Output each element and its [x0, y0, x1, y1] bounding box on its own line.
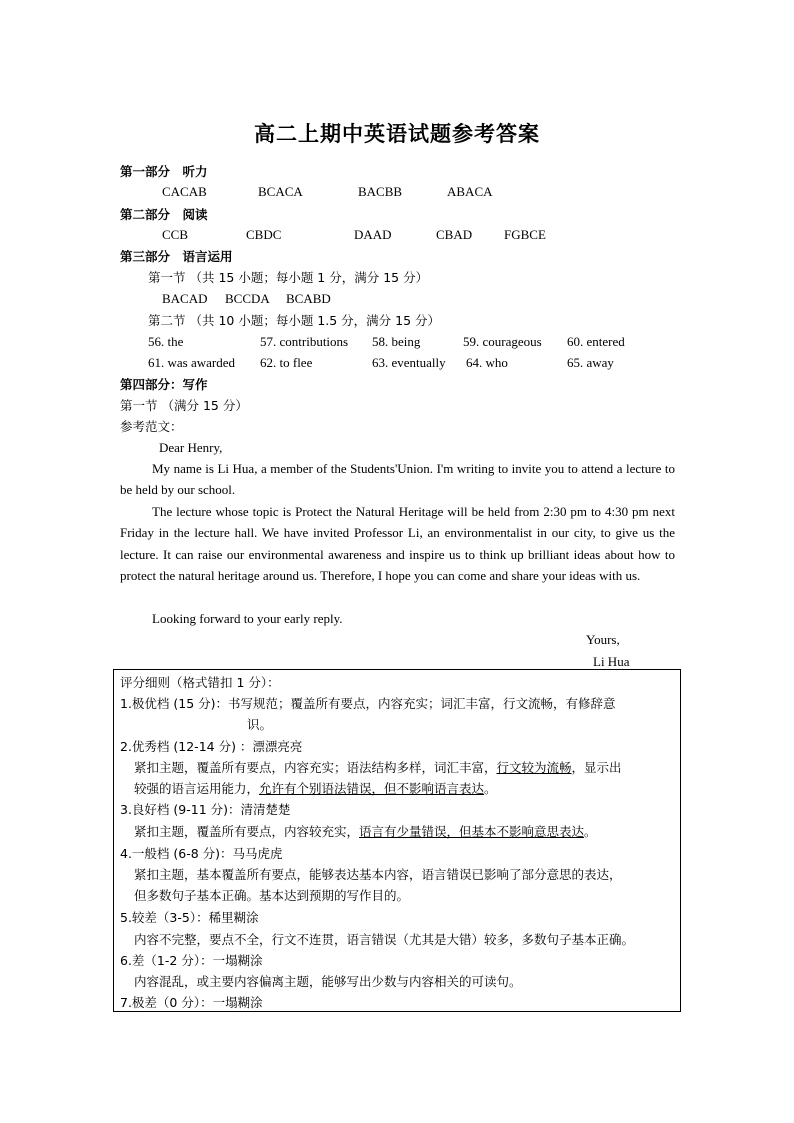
rubric-level-5: 5.较差（3-5）：稀里糊涂	[120, 910, 259, 925]
rubric-level-5-desc: 内容不完整，要点不全，行文不连贯，语言错误（尤其是大错）较多，多数句子基本正确。	[134, 932, 635, 947]
blank-61: 61. was awarded	[148, 355, 235, 370]
blank-65: 65. away	[567, 355, 614, 370]
part3-heading: 第三部分 语言运用	[120, 249, 233, 264]
part1-answer-4: ABACA	[447, 184, 493, 199]
letter-greeting: Dear Henry,	[159, 440, 223, 455]
part2-answer-5: FGBCE	[504, 227, 546, 242]
part2-heading: 第二部分 阅读	[120, 207, 208, 222]
rubric-level-4-desc-1: 紧扣主题，基本覆盖所有要点，能够表达基本内容，语言错误已影响了部分意思的表达，	[134, 867, 622, 882]
part2-answer-1: CCB	[162, 227, 189, 242]
rubric-level-2: 2.优秀档 (12-14 分) ：漂漂亮亮	[120, 739, 303, 754]
blank-59: 59. courageous	[463, 334, 542, 349]
rubric-level-1-cont: 识。	[247, 717, 273, 732]
sample-essay-label: 参考范文：	[120, 419, 183, 434]
blank-57: 57. contributions	[260, 334, 349, 349]
letter-closing: Yours,	[586, 632, 620, 647]
letter-paragraph-2	[120, 501, 675, 587]
letter-paragraph-1-text: My name is Li Hua, a member of the Students'Union. I'm writing to invite you to attend a lecture to be held by our school.	[120, 461, 675, 498]
blank-63: 63. eventually	[372, 355, 446, 370]
rubric-l2b-underlined: 允许有个别语法错误，但不影响语言表达	[259, 781, 485, 796]
rubric-l3a-text-2: 。	[584, 824, 597, 839]
letter-paragraph-1	[120, 458, 675, 501]
rubric-l2a-text-2: ，显示出	[571, 760, 622, 775]
rubric-level-4-desc-2: 但多数句子基本正确。基本达到预期的写作目的。	[134, 888, 410, 903]
part3-section1-label: 第一节 （共 15 小题；每小题 1 分，满分 15 分）	[148, 270, 429, 285]
page-title: 高二上期中英语试题参考答案	[254, 122, 540, 146]
rubric-level-1: 1.极优档 (15 分)：书写规范；覆盖所有要点，内容充实；词汇丰富，行文流畅，有修辞意	[120, 696, 616, 711]
part3-section2-label: 第二节 （共 10 小题；每小题 1.5 分，满分 15 分）	[148, 313, 441, 328]
part1-answer-1: CACAB	[162, 184, 207, 199]
letter-paragraph-2-text: The lecture whose topic is Protect the Natural Heritage will be held from 2:30 pm to 4:30 pm next Friday in the lecture hall. We have invited Professor Li, an environmentalist in our city, to give us the lecture. It can raise our environmental awareness and inspire us to think up brilliant ideas about how to protect the natural heritage around us. Therefore, I hope you can come and share your ideas with us.	[120, 504, 675, 584]
rubric-l2b-text-1: 较强的语言运用能力，	[134, 781, 260, 796]
part3-s1-answer-2: BCCDA	[225, 291, 270, 306]
rubric-level-3: 3.良好档 (9-11 分)：清清楚楚	[120, 802, 291, 817]
rubric-l2b-text-2: 。	[484, 781, 497, 796]
rubric-l3a-text-1: 紧扣主题，覆盖所有要点，内容较充实，	[134, 824, 360, 839]
rubric-level-7: 7.极差（0 分）：一塌糊涂	[120, 995, 263, 1010]
part1-answer-3: BACBB	[358, 184, 403, 199]
letter-paragraph-3: Looking forward to your early reply.	[152, 611, 343, 626]
rubric-header: 评分细则（格式错扣 1 分）：	[120, 675, 280, 690]
blank-56: 56. the	[148, 334, 184, 349]
part1-heading: 第一部分 听力	[120, 164, 208, 179]
rubric-l3a-underlined: 语言有少量错误，但基本不影响意思表达	[359, 824, 585, 839]
rubric-level-6: 6.差（1-2 分）：一塌糊涂	[120, 953, 263, 968]
part4-section1-label: 第一节 （满分 15 分）	[120, 398, 248, 413]
part4-heading: 第四部分：写作	[120, 377, 208, 392]
letter-signature: Li Hua	[593, 654, 630, 669]
rubric-level-6-desc: 内容混乱，或主要内容偏离主题，能够写出少数与内容相关的可读句。	[134, 974, 522, 989]
part3-s1-answer-1: BACAD	[162, 291, 208, 306]
rubric-level-2-desc-2	[134, 779, 497, 797]
rubric-l2a-text-1: 紧扣主题，覆盖所有要点，内容充实；语法结构多样，词汇丰富，	[134, 760, 497, 775]
part3-s1-answer-3: BCABD	[286, 291, 331, 306]
rubric-level-4: 4.一般档 (6-8 分)：马马虎虎	[120, 846, 283, 861]
blank-64: 64. who	[466, 355, 508, 370]
rubric-level-3-desc	[134, 822, 597, 840]
blank-62: 62. to flee	[260, 355, 313, 370]
part2-answer-3: DAAD	[354, 227, 392, 242]
blank-60: 60. entered	[567, 334, 625, 349]
rubric-level-2-desc-1	[134, 758, 622, 776]
part1-answer-2: BCACA	[258, 184, 303, 199]
blank-58: 58. being	[372, 334, 421, 349]
part2-answer-2: CBDC	[246, 227, 282, 242]
part2-answer-4: CBAD	[436, 227, 473, 242]
rubric-l2a-underlined: 行文较为流畅	[496, 760, 572, 775]
